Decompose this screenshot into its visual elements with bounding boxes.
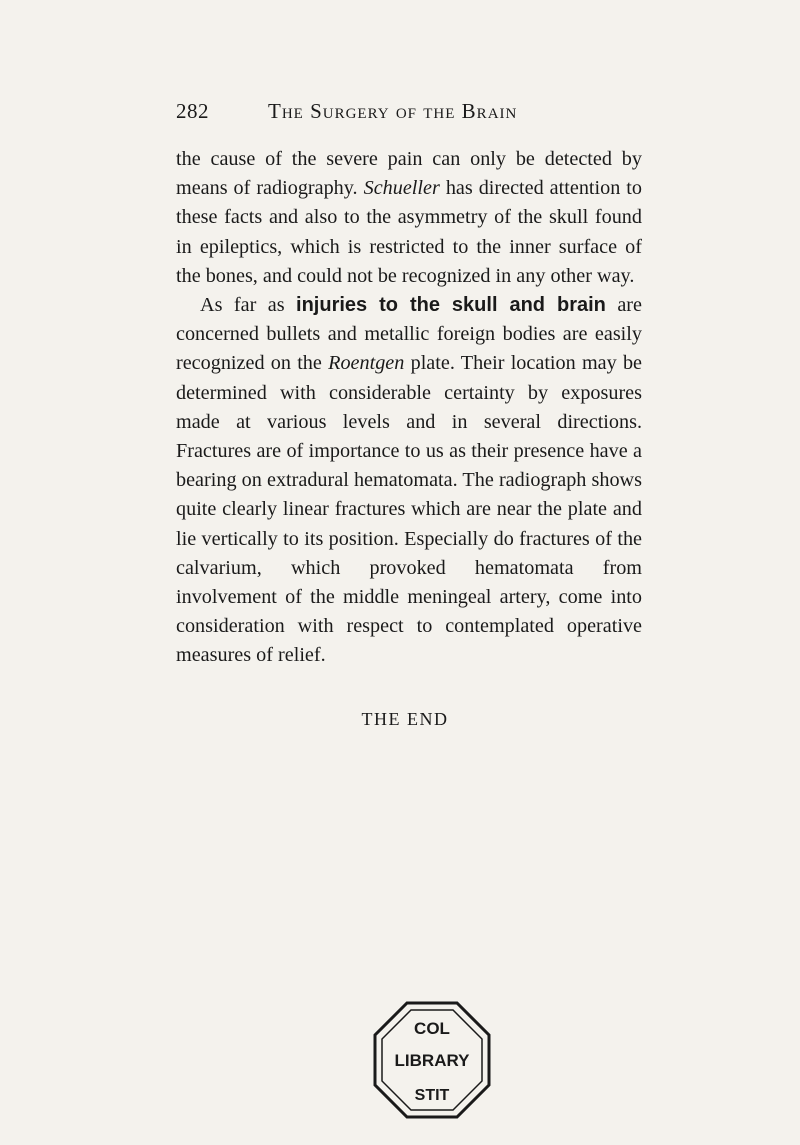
paragraph-2-segment-3: are concerned bullets and metallic foreign bodies are easily recognized on the: [176, 294, 642, 375]
paragraph-2-segment-5: plate. Their location may be determined with considerable certainty by exposures made at various levels and in several directions. Fractures are of importance to us as their presence have a bearing on extradural hematomata. The radiograph shows quite clearly linear fractures which are near the plate and lie vertically to its position. Especially do fractures of the calvarium, which provoked hematomata from involvement of the middle meningeal artery, come into consideration with respect to contemplated operative measures of relief.: [176, 352, 642, 667]
paragraph-2: [176, 291, 642, 671]
paragraph-2-segment-2: injuries to the skull and brain: [296, 294, 606, 317]
paragraph-1-segment-2: Schueller: [363, 177, 440, 200]
paragraph-1-segment-3: has directed attention to these facts and also to the asymmetry of the skull found in epileptics, which is restricted to the inner surface of the bones, and could not be recognized in any other way.: [176, 177, 642, 287]
stamp-bottom-text: STIT: [414, 1087, 450, 1104]
running-title: The Surgery of the Brain: [268, 99, 518, 123]
paragraph-2-segment-1: As far as: [200, 294, 297, 317]
page-number: 282: [176, 99, 209, 123]
paragraph-2-segment-4: Roentgen: [328, 352, 405, 375]
stamp-middle-text: LIBRARY: [394, 1051, 470, 1070]
library-stamp: [372, 1000, 492, 1120]
the-end: THE END: [361, 709, 449, 729]
paragraph-1-segment-1: the cause of the severe pain can only be detected by means of radiography.: [176, 148, 642, 200]
body-text: [176, 145, 642, 671]
stamp-top-text: COL: [414, 1019, 450, 1038]
paragraph-1: [176, 145, 642, 291]
